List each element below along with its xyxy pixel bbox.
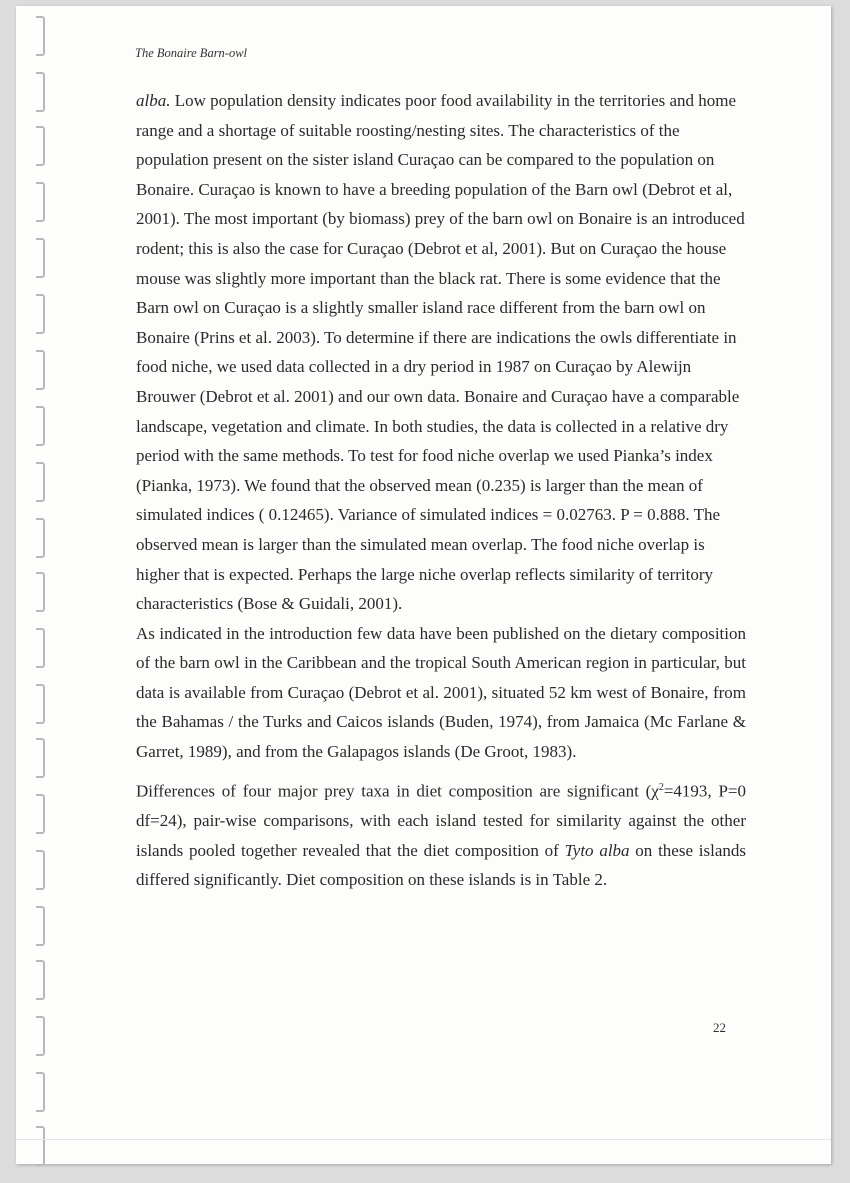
binding-ring-icon xyxy=(36,72,45,112)
binding-ring-icon xyxy=(36,294,45,334)
binding-ring-icon xyxy=(36,1072,45,1112)
paragraph-1-text: Low population density indicates poor food availability in the territories and home range and a shortage of suitable roosting/nesting sites. The characteristics of the population present on the sister island Curaçao can be compared to the population on Bonaire. Curaçao is known to have a breeding population of the Barn owl (Debrot et al, 2001). The most important (by biomass) prey of the barn owl on Bonaire is an introduced rodent; this is also the case for Curaçao (Debrot et al, 2001). But on Curaçao the house mouse was slightly more important than the black rat. There is some evidence that the Barn owl on Curaçao is a slightly smaller island race different from the barn owl on Bonaire (Prins et al. 2003). To determine if there are indications the owls differentiate in food niche, we used data collected in a dry period in 1987 on Curaçao by Alewijn Brouwer (Debrot et al. 2001) and our own data. Bonaire and Curaçao have a comparable landscape, vegetation and climate. In both studies, the data is collected in a relative dry period with the same methods. To test for food niche overlap we used Pianka’s index (Pianka, 1973). We found that the observed mean (0.235) is larger than the mean of simulated indices ( 0.12465). Variance of simulated indices = 0.02763. P = 0.888. The observed mean is larger than the simulated mean overlap. The food niche overlap is higher that is expected. Perhaps the large niche overlap reflects similarity of territory characteristics (Bose & Guidali, 2001). xyxy=(136,91,745,614)
binding-ring-icon xyxy=(36,350,45,390)
binding-ring-icon xyxy=(36,738,45,778)
binding-ring-icon xyxy=(36,1016,45,1056)
binding-ring-icon xyxy=(36,906,45,946)
binding-rings xyxy=(16,6,56,1164)
binding-ring-icon xyxy=(36,684,45,724)
paragraph-1 xyxy=(136,86,746,619)
running-header: The Bonaire Barn-owl xyxy=(135,46,248,60)
binding-ring-icon xyxy=(36,126,45,166)
species-name-italic: Tyto alba xyxy=(564,840,630,860)
page-number: 22 xyxy=(713,1020,726,1035)
document-page xyxy=(16,6,831,1164)
binding-ring-icon xyxy=(36,16,45,56)
binding-ring-icon xyxy=(36,960,45,1000)
binding-ring-icon xyxy=(36,1126,45,1166)
binding-ring-icon xyxy=(36,462,45,502)
binding-ring-icon xyxy=(36,572,45,612)
paragraph-3-text-c: on these islands differed significantly. Diet composition on these islands is in Table 2. xyxy=(136,840,746,890)
paragraph-3 xyxy=(136,773,746,895)
page-bottom-rule xyxy=(16,1139,831,1140)
binding-ring-icon xyxy=(36,182,45,222)
binding-ring-icon xyxy=(36,406,45,446)
paragraph-3-text-a: Differences of four major prey taxa in diet composition are significant ( xyxy=(136,781,652,801)
species-name-italic: alba. xyxy=(136,91,171,110)
binding-ring-icon xyxy=(36,628,45,668)
paragraph-2-text: As indicated in the introduction few data have been published on the dietary composition of the barn owl in the Caribbean and the tropical South American region in particular, but data is available from Curaçao (Debrot et al. 2001), situated 52 km west of Bonaire, from the Bahamas / the Turks and Caicos islands (Buden, 1974), from Jamaica (Mc Farlane & Garret, 1989), and from the Galapagos islands (De Groot, 1983). xyxy=(136,623,746,762)
chi-symbol: χ xyxy=(651,781,659,801)
paragraph-2 xyxy=(136,619,746,767)
binding-ring-icon xyxy=(36,518,45,558)
binding-ring-icon xyxy=(36,850,45,890)
chi-superscript: 2 xyxy=(658,781,664,793)
body-text xyxy=(136,86,746,895)
binding-ring-icon xyxy=(36,238,45,278)
paragraph-3-text-b: =4193, P=0 df=24), pair-wise comparisons, with each island tested for similarity against the other islands pooled together revealed that the diet composition of xyxy=(136,781,746,860)
binding-ring-icon xyxy=(36,794,45,834)
